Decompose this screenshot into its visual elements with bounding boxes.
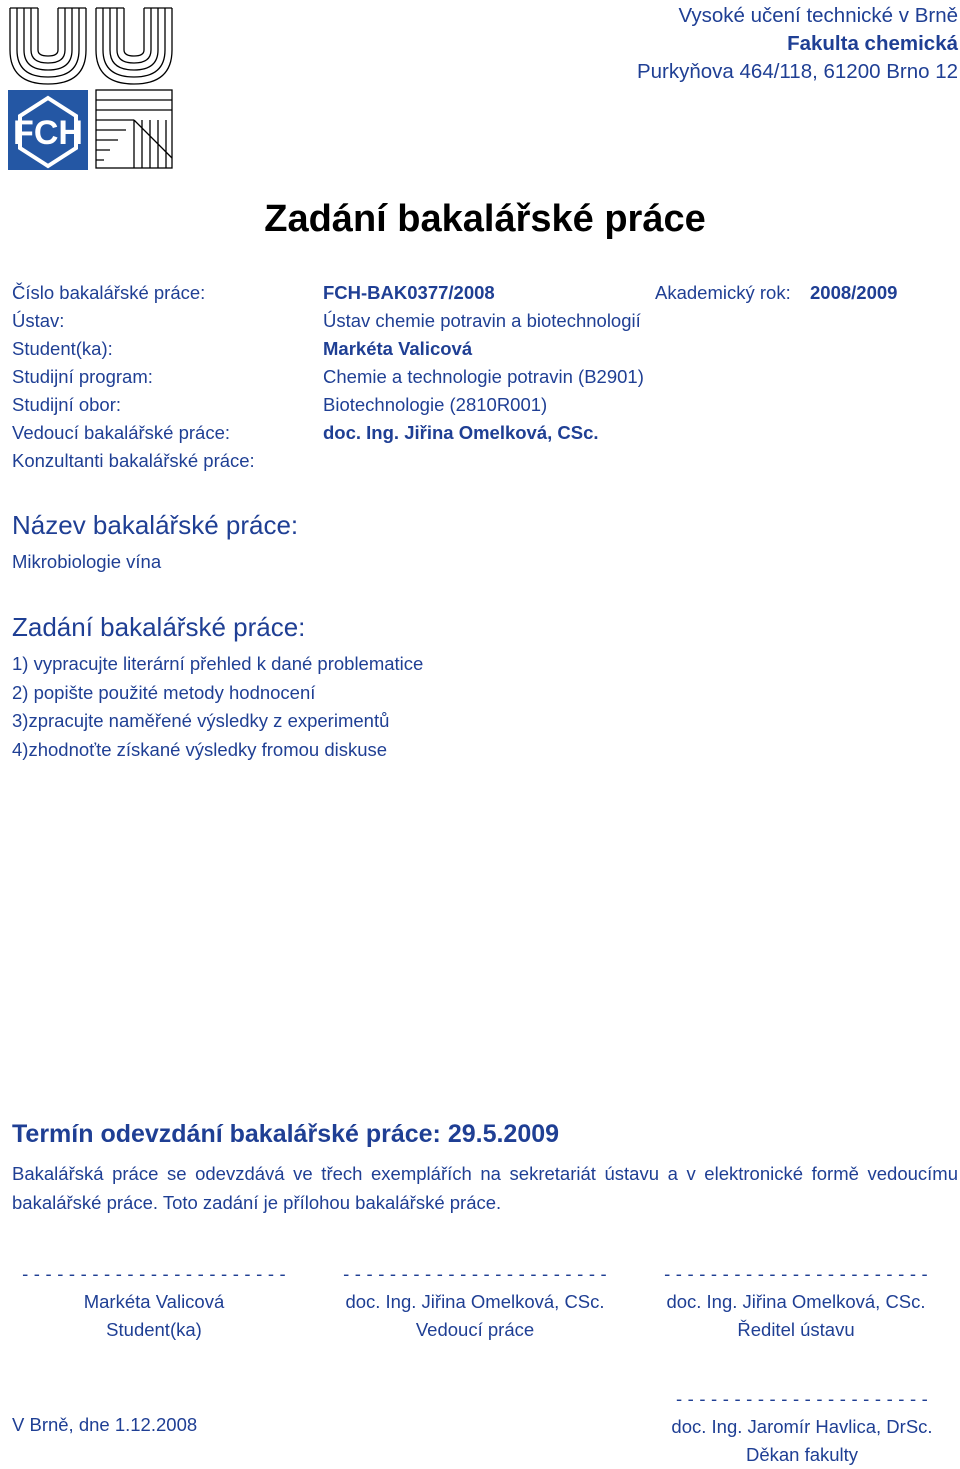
thesis-name-value: Mikrobiologie vína xyxy=(12,551,162,572)
university-name: Vysoké učení technické v Brně xyxy=(678,4,958,27)
institute: Ústav chemie potravin a biotechnologií xyxy=(323,310,641,331)
submission-note: Bakalářská práce se odevzdává ve třech exemplářích na sekretariát ústavu a v elektronické formě vedoucímu bakalářské práce. Toto zadání je přílohou bakalářské práce. xyxy=(12,1163,958,1213)
assignment-item: 1) vypracujte literární přehled k dané problematice xyxy=(12,653,424,674)
faculty-logo xyxy=(8,6,176,172)
institution-header xyxy=(637,2,958,86)
signature-role: Vedoucí práce xyxy=(415,1319,535,1340)
logo-text: FCH xyxy=(13,114,83,152)
place-date: V Brně, dne 1.12.2008 xyxy=(12,1414,198,1435)
program: Chemie a technologie potravin (B2901) xyxy=(323,366,644,387)
consultants-label: Konzultanti bakalářské práce: xyxy=(12,450,255,471)
signature-line: - - - - - - - - - - - - - - - - - - - - - - xyxy=(675,1388,929,1409)
signature-name: doc. Ing. Jiřina Omelková, CSc. xyxy=(345,1291,605,1312)
deadline: Termín odevzdání bakalářské práce: 29.5.2009 xyxy=(12,1120,560,1148)
assignment-item: 2) popište použité metody hodnocení xyxy=(12,681,316,703)
signature-line: - - - - - - - - - - - - - - - - - - - - - - - xyxy=(22,1263,286,1284)
thesis-name-heading: Název bakalářské práce: xyxy=(12,510,299,540)
signature-name: doc. Ing. Jiřina Omelková, CSc. xyxy=(666,1291,926,1312)
signature-line: - - - - - - - - - - - - - - - - - - - - - - - xyxy=(664,1263,928,1284)
academic-year: 2008/2009 xyxy=(810,282,898,303)
signature-role: Ředitel ústavu xyxy=(737,1319,855,1340)
thesis-number-label: Číslo bakalářské práce: xyxy=(12,282,206,303)
supervisor-label: Vedoucí bakalářské práce: xyxy=(12,422,231,443)
signature-student xyxy=(0,1260,314,1344)
academic-year-label: Akademický rok: xyxy=(655,282,791,303)
signature-role: Student(ka) xyxy=(106,1319,202,1340)
assignment-item: 3)zpracujte naměřené výsledky z experimentů xyxy=(12,710,390,731)
document-title: Zadání bakalářské práce xyxy=(264,198,706,240)
field-label: Studijní obor: xyxy=(12,394,122,415)
program-label: Studijní program: xyxy=(12,366,153,387)
signature-line: - - - - - - - - - - - - - - - - - - - - - - - xyxy=(343,1263,607,1284)
student-name: Markéta Valicová xyxy=(323,338,473,359)
supervisor-name: doc. Ing. Jiřina Omelková, CSc. xyxy=(323,422,599,443)
thesis-number: FCH-BAK0377/2008 xyxy=(323,282,495,303)
field: Biotechnologie (2810R001) xyxy=(323,394,548,415)
signature-dean xyxy=(642,1385,960,1469)
signature-name: Markéta Valicová xyxy=(83,1291,225,1312)
faculty-name: Fakulta chemická xyxy=(787,32,958,55)
signature-director xyxy=(636,1260,956,1344)
student-label: Student(ka): xyxy=(12,338,113,359)
signature-supervisor xyxy=(315,1260,635,1344)
address: Purkyňova 464/118, 61200 Brno 12 xyxy=(636,60,958,83)
signature-name: doc. Ing. Jaromír Havlica, DrSc. xyxy=(671,1416,933,1437)
institute-label: Ústav: xyxy=(12,310,65,331)
assignment-heading: Zadání bakalářské práce: xyxy=(12,612,306,642)
assignment-item: 4)zhodnoťte získané výsledky fromou diskuse xyxy=(12,738,388,760)
signature-role: Děkan fakulty xyxy=(745,1444,859,1465)
assignment-list xyxy=(12,650,423,764)
